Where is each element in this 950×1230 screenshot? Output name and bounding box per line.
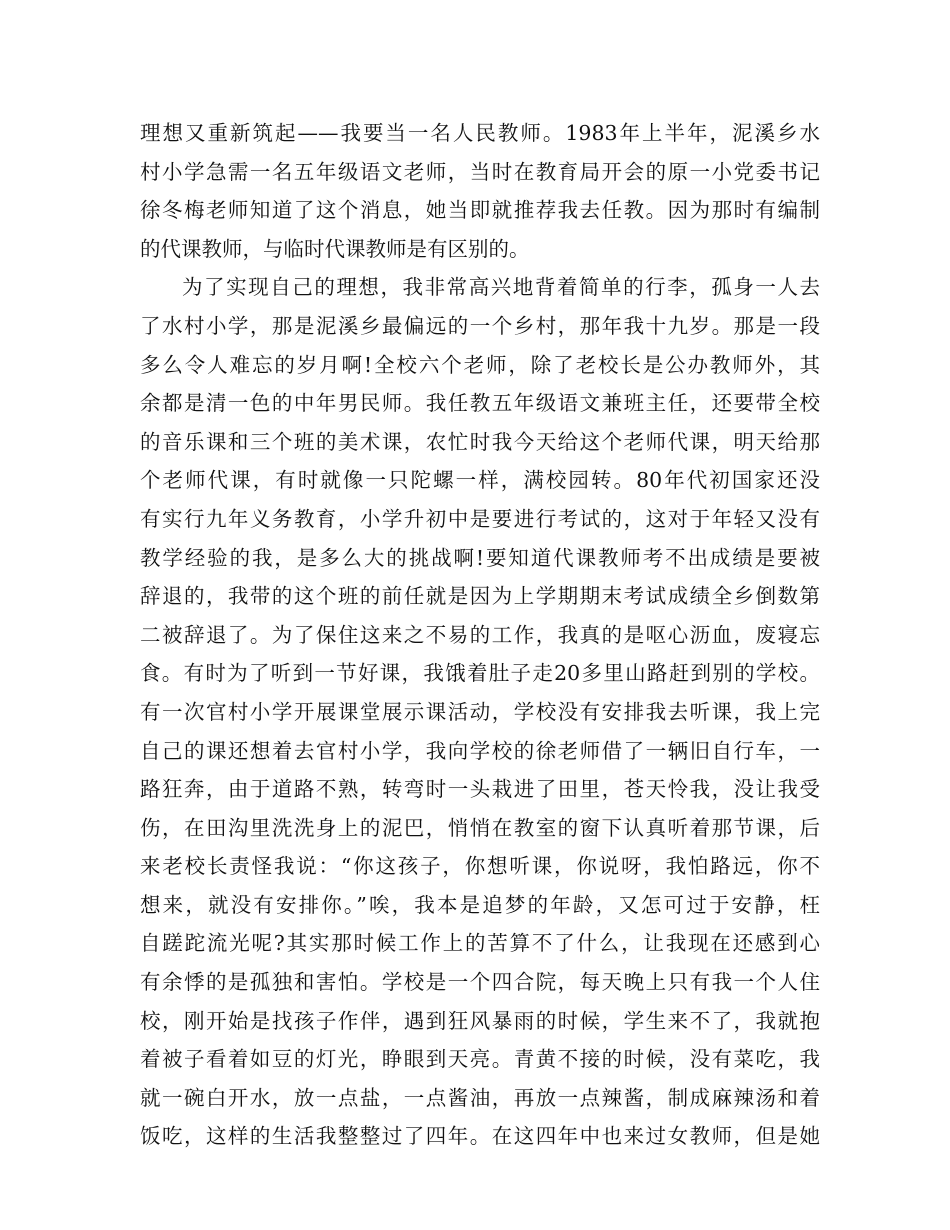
body-text <box>140 114 820 1156</box>
text-line: 有实行九年义务教育，小学升初中是要进行考试的，这对于年轻又没有 <box>140 506 820 531</box>
text-line: 自己的课还想着去官村小学，我向学校的徐老师借了一辆旧自行车，一 <box>140 738 820 763</box>
text-line: 个老师代课，有时就像一只陀螺一样，满校园转。80年代初国家还没 <box>140 468 820 493</box>
text-line: 就一碗白开水，放一点盐，一点酱油，再放一点辣酱，制成麻辣汤和着 <box>140 1085 820 1110</box>
text-line: 着被子看着如豆的灯光，睁眼到天亮。青黄不接的时候，没有菜吃，我 <box>140 1047 820 1072</box>
text-line: 校，刚开始是找孩子作伴，遇到狂风暴雨的时候，学生来不了，我就抱 <box>140 1008 820 1033</box>
text-line: 教学经验的我，是多么大的挑战啊!要知道代课教师考不出成绩是要被 <box>140 545 820 570</box>
text-line: 余都是清一色的中年男民师。我任教五年级语文兼班主任，还要带全校 <box>140 391 820 416</box>
text-line: 了水村小学，那是泥溪乡最偏远的一个乡村，那年我十九岁。那是一段 <box>140 313 820 338</box>
text-line: 路狂奔，由于道路不熟，转弯时一头栽进了田里，苍天怜我，没让我受 <box>140 777 820 802</box>
text-line: 辞退的，我带的这个班的前任就是因为上学期期末考试成绩全乡倒数第 <box>140 584 820 609</box>
text-line: 伤，在田沟里洗洗身上的泥巴，悄悄在教室的窗下认真听着那节课，后 <box>140 815 820 840</box>
text-line: 村小学急需一名五年级语文老师，当时在教育局开会的原一小党委书记 <box>140 159 820 184</box>
text-line: 的音乐课和三个班的美术课，农忙时我今天给这个老师代课，明天给那 <box>140 429 820 454</box>
text-line: 有余悸的是孤独和害怕。学校是一个四合院，每天晚上只有我一个人住 <box>140 970 820 995</box>
text-line: 理想又重新筑起——我要当一名人民教师。1983年上半年，泥溪乡水 <box>140 121 820 145</box>
text-line: 徐冬梅老师知道了这个消息，她当即就推荐我去任教。因为那时有编制 <box>140 198 820 223</box>
text-line: 想来，就没有安排你。”唉，我本是追梦的年龄，又怎可过于安静，枉 <box>140 892 820 917</box>
paragraph-first-line: 为了实现自己的理想，我非常高兴地背着简单的行李，孤身一人去 <box>182 275 820 300</box>
text-line: 有一次官村小学开展课堂展示课活动，学校没有安排我去听课，我上完 <box>140 699 820 724</box>
text-line: 二被辞退了。为了保住这来之不易的工作，我真的是呕心沥血，废寝忘 <box>140 622 820 647</box>
text-line: 的代课教师，与临时代课教师是有区别的。 <box>140 236 530 261</box>
text-line: 食。有时为了听到一节好课，我饿着肚子走20多里山路赶到别的学校。 <box>140 661 820 686</box>
text-line: 饭吃，这样的生活我整整过了四年。在这四年中也来过女教师，但是她 <box>140 1124 820 1149</box>
text-line: 自蹉跎流光呢?其实那时候工作上的苦算不了什么，让我现在还感到心 <box>140 931 820 956</box>
text-line: 多么令人难忘的岁月啊!全校六个老师，除了老校长是公办教师外，其 <box>140 352 820 377</box>
text-line: 来老校长责怪我说：“你这孩子，你想听课，你说呀，我怕路远，你不 <box>140 854 820 879</box>
